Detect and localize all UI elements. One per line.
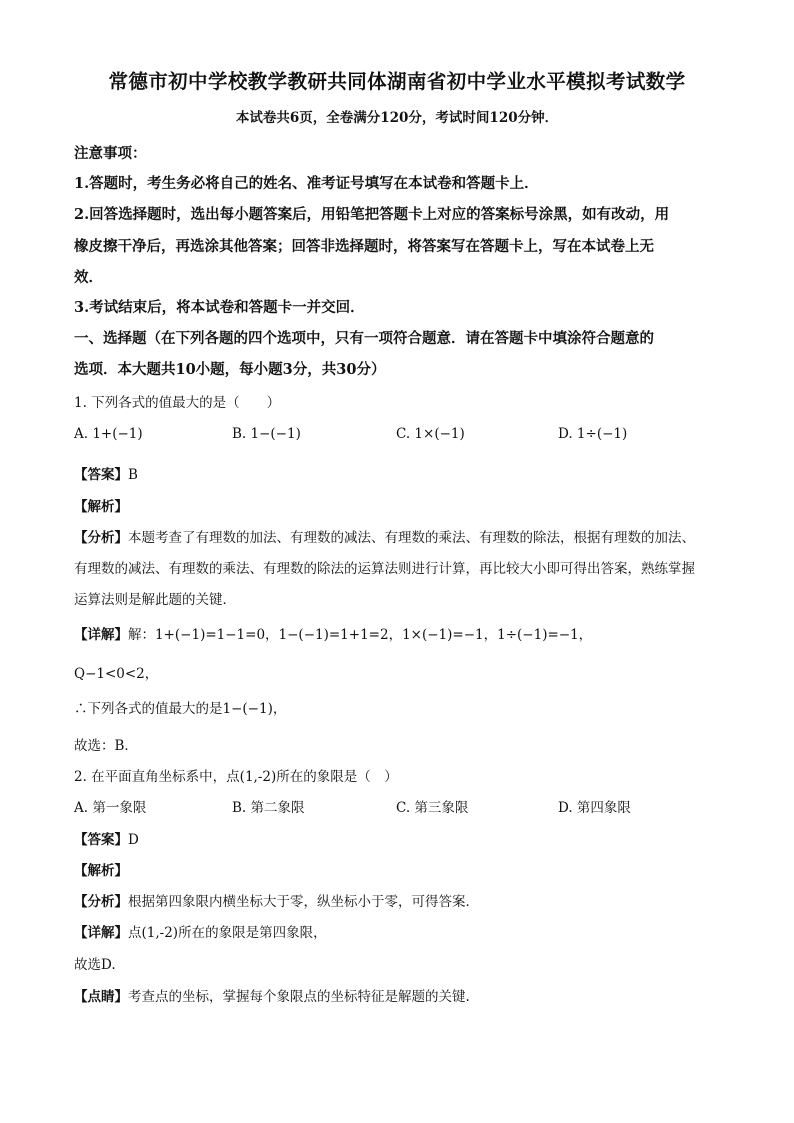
q1-conclusion: 故选：B． <box>74 738 138 754</box>
q2-conclusion: 故选D. <box>74 957 116 973</box>
q1-xiangjie-line-2: Q−1<0<2， <box>74 666 159 682</box>
q2-fenxi-text: 根据第四象限内横坐标大于零，纵坐标小于零，可得答案． <box>128 894 479 910</box>
notice-item-3: 3.考试结束后，将本试卷和答题卡一并交回． <box>74 299 365 316</box>
section-heading-line-2: 选项．本大题共10小题，每小题3分，共30分） <box>74 361 386 378</box>
q2-dianjing-text: 考查点的坐标，掌握每个象限点的坐标特征是解题的关键. <box>128 989 470 1005</box>
notice-item-2-line-1: 2.回答选择题时，选出每小题答案后，用铅笔把答题卡上对应的答案标号涂黑，如有改动，用 <box>74 206 670 223</box>
q1-option-d: D. 1÷(−1) <box>558 426 628 442</box>
q1-option-a: A. 1+(−1) <box>74 426 143 442</box>
section-heading-line-1: 一、选择题（在下列各题的四个选项中，只有一项符合题意．请在答题卡中填涂符合题意的 <box>74 330 654 347</box>
q2-option-d: D. 第四象限 <box>558 800 631 816</box>
notice-heading: 注意事项： <box>74 145 147 162</box>
q2-answer-tag: 【答案】 <box>74 832 128 848</box>
document-title: 常德市初中学校教学教研共同体湖南省初中学业水平模拟考试数学 <box>108 70 686 93</box>
q2-answer-value: D <box>128 832 139 848</box>
q1-stem: 1. 下列各式的值最大的是（ ） <box>74 395 281 411</box>
notice-item-2-line-3: 效． <box>74 269 103 286</box>
q1-option-c: C. 1×(−1) <box>396 426 465 442</box>
q1-fenxi-text-1: 本题考查了有理数的加法、有理数的减法、有理数的乘法、有理数的除法，根据有理数的加法、 <box>128 530 695 546</box>
q1-fenxi-line-2: 有理数的减法、有理数的乘法、有理数的除法的运算法则进行计算，再比较大小即可得出答案，熟练掌握 <box>74 561 695 577</box>
q1-xiangjie-line-1 <box>74 623 592 643</box>
notice-item-1: 1.答题时，考生务必将自己的姓名、准考证号填写在本试卷和答题卡上． <box>74 175 539 192</box>
q2-analysis-tag: 【解析】 <box>74 863 128 879</box>
q1-analysis-tag: 【解析】 <box>74 499 128 515</box>
q2-fenxi-line <box>74 890 479 910</box>
q1-answer-value: B <box>128 467 138 483</box>
q1-fenxi-line-1 <box>74 526 695 546</box>
q2-option-b: B. 第二象限 <box>232 800 305 816</box>
q2-option-a: A. 第一象限 <box>74 800 147 816</box>
q2-stem: 2. 在平面直角坐标系中，点(1,-2)所在的象限是（ ） <box>74 769 398 785</box>
q2-xiangjie-tag: 【详解】 <box>74 925 128 941</box>
q1-fenxi-tag: 【分析】 <box>74 530 128 546</box>
q1-fenxi-line-3: 运算法则是解此题的关键． <box>74 592 236 608</box>
q2-dianjing-line <box>74 985 470 1005</box>
notice-item-2-line-2: 橡皮擦干净后，再选涂其他答案；回答非选择题时，将答案写在答题卡上，写在本试卷上无 <box>74 238 654 255</box>
q1-xiangjie-tag: 【详解】 <box>74 627 128 643</box>
q2-option-c: C. 第三象限 <box>396 800 469 816</box>
q1-option-b: B. 1−(−1) <box>232 426 301 442</box>
q2-answer-line <box>74 828 139 848</box>
q2-xiangjie-line <box>74 921 327 941</box>
q1-answer-tag: 【答案】 <box>74 467 128 483</box>
q1-xiangjie-text-1: 解：1+(−1)=1−1=0，1−(−1)=1+1=2，1×(−1)=−1，1÷(−1)=−1， <box>128 627 593 643</box>
q1-answer-line <box>74 463 138 483</box>
q1-xiangjie-line-3: ∴下列各式的值最大的是1−(−1)， <box>74 701 287 717</box>
q2-xiangjie-text: 点(1,-2)所在的象限是第四象限， <box>128 925 327 941</box>
q2-dianjing-tag: 【点睛】 <box>74 989 128 1005</box>
q2-fenxi-tag: 【分析】 <box>74 894 128 910</box>
document-subtitle: 本试卷共6页，全卷满分120分，考试时间120分钟． <box>235 110 559 126</box>
